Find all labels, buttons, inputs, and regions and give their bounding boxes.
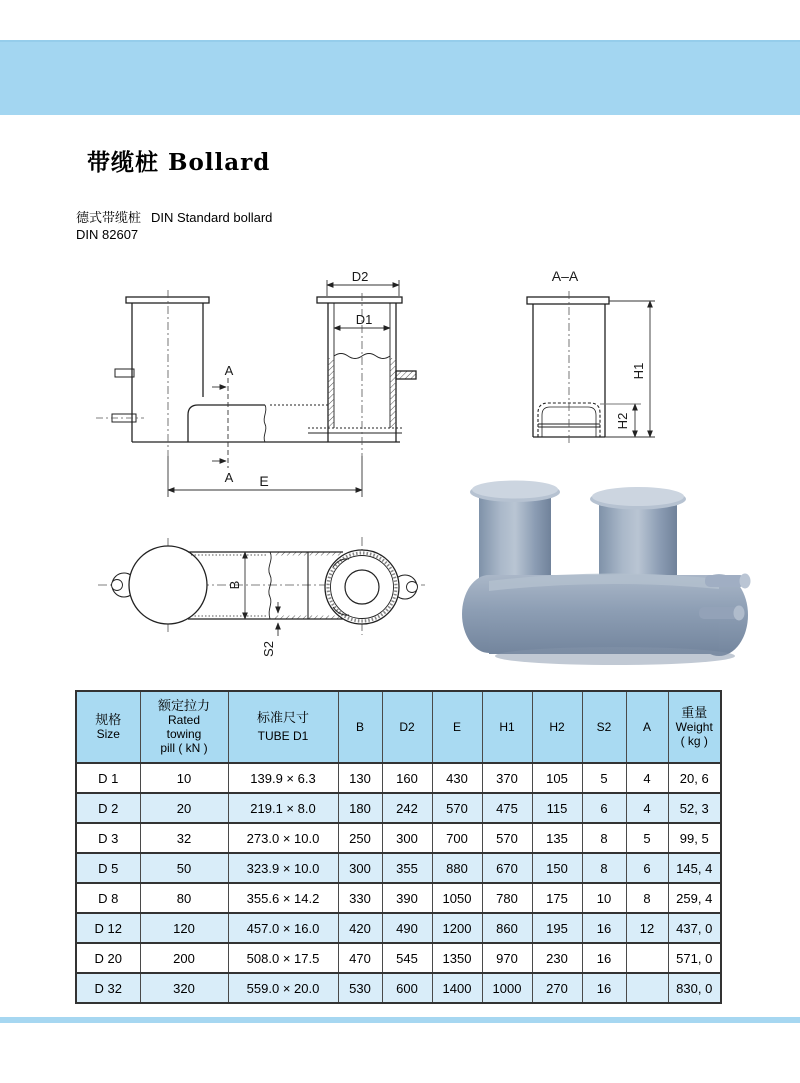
table-cell: 270: [532, 973, 582, 1003]
table-row: [76, 883, 721, 913]
table-cell: 545: [382, 943, 432, 973]
side-view-drawing: [88, 260, 448, 512]
table-cell: D 8: [76, 883, 140, 913]
table-cell: D 2: [76, 793, 140, 823]
table-cell: 1350: [432, 943, 482, 973]
table-cell: 559.0 × 20.0: [228, 973, 338, 1003]
col-header-d2: D2: [382, 691, 432, 763]
table-cell: 10: [140, 763, 228, 793]
col-header-h2: H2: [532, 691, 582, 763]
table-cell: 571, 0: [668, 943, 721, 973]
table-cell: 52, 3: [668, 793, 721, 823]
section-view-drawing: [493, 263, 713, 448]
table-cell: 1000: [482, 973, 532, 1003]
section-mark-top: A: [224, 363, 234, 378]
table-cell: 8: [582, 823, 626, 853]
section-mark-bottom: A: [224, 470, 234, 485]
table-cell: 530: [338, 973, 382, 1003]
dim-label-h2: H2: [615, 412, 630, 430]
col-header-b: B: [338, 691, 382, 763]
table-cell: 355.6 × 14.2: [228, 883, 338, 913]
subtitle-en: DIN Standard bollard: [151, 210, 273, 225]
col-header-rated-towing: 额定拉力 Rated towing pill ( kN ): [140, 691, 228, 763]
bottom-band: [0, 1017, 800, 1023]
table-cell: 150: [532, 853, 582, 883]
table-cell: 20, 6: [668, 763, 721, 793]
table-cell: 5: [626, 823, 668, 853]
table-cell: 670: [482, 853, 532, 883]
table-row: [76, 763, 721, 793]
table-cell: 700: [432, 823, 482, 853]
subtitle-block: [76, 209, 272, 243]
table-cell: 5: [582, 763, 626, 793]
table-cell: 570: [482, 823, 532, 853]
col-header-size: 规格 Size: [76, 691, 140, 763]
section-view-title: A–A: [551, 268, 579, 284]
table-cell: 1050: [432, 883, 482, 913]
table-cell: 323.9 × 10.0: [228, 853, 338, 883]
col-header-weight: 重量 Weight ( kg ): [668, 691, 721, 763]
table-cell: 105: [532, 763, 582, 793]
table-cell: D 32: [76, 973, 140, 1003]
top-view-drawing: [93, 523, 438, 678]
col-header-a: A: [626, 691, 668, 763]
table-cell: 4: [626, 763, 668, 793]
page-title: 带缆桩 Bollard: [87, 149, 271, 176]
table-cell: 16: [582, 913, 626, 943]
table-cell: 160: [382, 763, 432, 793]
spec-table: [75, 690, 722, 1004]
table-cell: 50: [140, 853, 228, 883]
table-cell: 880: [432, 853, 482, 883]
table-cell: 457.0 × 16.0: [228, 913, 338, 943]
table-cell: 16: [582, 973, 626, 1003]
table-cell: 780: [482, 883, 532, 913]
col-header-h1: H1: [482, 691, 532, 763]
col-header-e: E: [432, 691, 482, 763]
table-cell: 16: [582, 943, 626, 973]
table-cell: 320: [140, 973, 228, 1003]
table-cell: 273.0 × 10.0: [228, 823, 338, 853]
table-cell: 259, 4: [668, 883, 721, 913]
table-cell: 300: [382, 823, 432, 853]
table-cell: 1200: [432, 913, 482, 943]
table-cell: 99, 5: [668, 823, 721, 853]
table-cell: 115: [532, 793, 582, 823]
table-cell: 6: [582, 793, 626, 823]
table-cell: 508.0 × 17.5: [228, 943, 338, 973]
table-row: [76, 853, 721, 883]
table-cell: 230: [532, 943, 582, 973]
table-cell: 139.9 × 6.3: [228, 763, 338, 793]
table-cell: 180: [338, 793, 382, 823]
subtitle-line: [76, 209, 272, 226]
table-cell: 570: [432, 793, 482, 823]
table-cell: 475: [482, 793, 532, 823]
table-cell: 200: [140, 943, 228, 973]
table-cell: D 12: [76, 913, 140, 943]
dim-label-b: B: [227, 580, 242, 590]
table-cell: 430: [432, 763, 482, 793]
table-cell: 195: [532, 913, 582, 943]
table-cell: 390: [382, 883, 432, 913]
top-banner-band: [0, 40, 800, 115]
table-row: [76, 913, 721, 943]
standard-code: DIN 82607: [76, 227, 139, 242]
col-header-tube: 标准尺寸 TUBE D1: [228, 691, 338, 763]
table-cell: 80: [140, 883, 228, 913]
table-cell: 6: [626, 853, 668, 883]
table-cell: 10: [582, 883, 626, 913]
table-cell: 250: [338, 823, 382, 853]
table-cell: 437, 0: [668, 913, 721, 943]
table-cell: D 20: [76, 943, 140, 973]
table-cell: 355: [382, 853, 432, 883]
table-cell: 330: [338, 883, 382, 913]
table-cell: 970: [482, 943, 532, 973]
table-cell: 242: [382, 793, 432, 823]
spec-table-body: [76, 763, 721, 1003]
table-header-row: [76, 691, 721, 763]
table-cell: 8: [582, 853, 626, 883]
dim-label-s2: S2: [261, 641, 276, 657]
table-row: [76, 793, 721, 823]
table-cell: 32: [140, 823, 228, 853]
dim-label-e: E: [259, 473, 269, 489]
col-header-s2: S2: [582, 691, 626, 763]
table-cell: 830, 0: [668, 973, 721, 1003]
dim-label-d2: D2: [351, 269, 369, 284]
table-cell: 470: [338, 943, 382, 973]
table-row: [76, 943, 721, 973]
table-cell: 130: [338, 763, 382, 793]
table-cell: 300: [338, 853, 382, 883]
table-cell: 135: [532, 823, 582, 853]
table-cell: 120: [140, 913, 228, 943]
table-cell: D 3: [76, 823, 140, 853]
table-row: [76, 973, 721, 1003]
bollard-photo: [447, 463, 762, 673]
table-cell: 420: [338, 913, 382, 943]
table-cell: 175: [532, 883, 582, 913]
table-cell: D 1: [76, 763, 140, 793]
table-cell: 4: [626, 793, 668, 823]
subtitle-zh: 德式带缆桩: [76, 210, 142, 225]
table-cell: [626, 973, 668, 1003]
table-cell: 490: [382, 913, 432, 943]
table-cell: [626, 943, 668, 973]
table-cell: D 5: [76, 853, 140, 883]
dim-label-d1: D1: [355, 312, 373, 327]
table-cell: 370: [482, 763, 532, 793]
table-cell: 600: [382, 973, 432, 1003]
table-row: [76, 823, 721, 853]
table-cell: 860: [482, 913, 532, 943]
table-cell: 1400: [432, 973, 482, 1003]
dim-label-h1: H1: [631, 362, 646, 380]
table-cell: 145, 4: [668, 853, 721, 883]
table-cell: 12: [626, 913, 668, 943]
table-cell: 8: [626, 883, 668, 913]
table-cell: 219.1 × 8.0: [228, 793, 338, 823]
table-cell: 20: [140, 793, 228, 823]
